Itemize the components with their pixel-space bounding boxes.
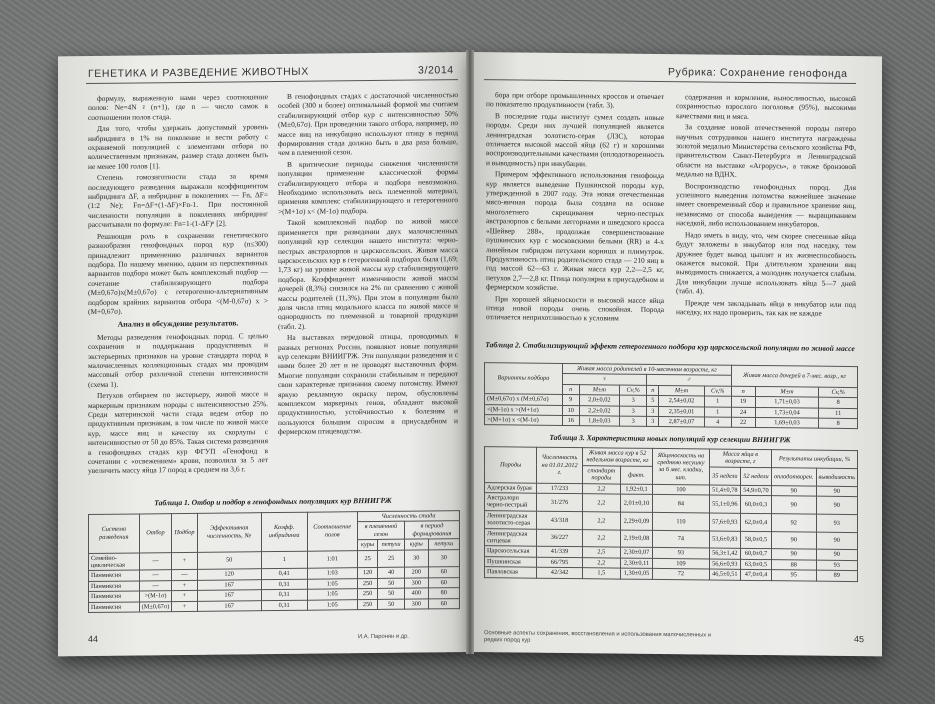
table-cell: 1:01 bbox=[307, 550, 357, 568]
table-cell: Ленинградская золотисто-серая bbox=[485, 510, 537, 528]
table-cell: 300 bbox=[404, 578, 428, 589]
table-cell: 2,5 bbox=[582, 547, 620, 558]
table-header: Живая масса дочерей в 7-мес. возр., кг bbox=[731, 365, 857, 387]
table-header: Эффективная численность, Ne bbox=[197, 513, 261, 552]
table-subheader: факт. bbox=[620, 466, 652, 484]
table-subheader: n bbox=[731, 386, 755, 397]
table-cell: 8 bbox=[819, 418, 858, 429]
table-cell: 90 bbox=[816, 486, 857, 497]
table-cell: 60,0±0,7 bbox=[740, 549, 771, 560]
table-header: Живая масса родителей в 10-месячном возрасте, кг bbox=[562, 363, 731, 375]
table-cell: 3 bbox=[647, 416, 659, 427]
table-cell: 2,19±0,08 bbox=[620, 530, 652, 548]
table-cell: 60 bbox=[428, 577, 459, 588]
table-cell: 2,30±0,11 bbox=[620, 558, 652, 569]
table-subheader: стандарт породы bbox=[582, 465, 620, 483]
table-cell: 3 bbox=[647, 406, 659, 417]
table-cell: 51,4±0,78 bbox=[709, 485, 740, 496]
paragraph: За создание новой отечественной породы пятеро научных сотрудников нашего института награждены золотой медалью Министерства сельского хозяйства РФ, правительством Санкт-Петербурга и Ленинградской области на выставке «Агрорусь», а также бронзовой медалью на ВДНХ. bbox=[676, 122, 856, 180]
table-cell: Ленинградская ситцевая bbox=[485, 528, 537, 546]
table-cell: 1,30±0,05 bbox=[620, 568, 652, 579]
table-cell: 10 bbox=[562, 405, 579, 416]
table-cell: 0,31 bbox=[261, 579, 307, 590]
table-header: Масса яйца в возрасте, г bbox=[709, 449, 771, 467]
paragraph: Для того, чтобы удержать допустимый уровень инбридинга в 1% на поколение и вести работу с охраняемой популяцией с элементами отбора по количественным признакам, размер стада должен быть не менее 100 голов [1]. bbox=[88, 122, 268, 171]
table-cell: 93 bbox=[653, 548, 710, 559]
table-cell: 19 bbox=[731, 396, 755, 407]
table-cell: 3 bbox=[620, 406, 647, 417]
page-number: 45 bbox=[853, 634, 864, 645]
table-cell: + bbox=[172, 601, 197, 612]
table-cell: 250 bbox=[357, 599, 377, 610]
table-subheader: выводимость bbox=[816, 468, 857, 486]
table-cell: 66/795 bbox=[537, 557, 583, 568]
table-cell: 60 bbox=[428, 598, 459, 609]
table-cell: 46,5±0,51 bbox=[709, 569, 740, 580]
table2-body bbox=[485, 394, 858, 429]
table-cell: 1:05 bbox=[307, 589, 357, 600]
table-cell: 11 bbox=[819, 408, 858, 419]
table-cell: 17/233 bbox=[537, 483, 583, 494]
left-column-2 bbox=[278, 90, 458, 439]
table-cell: 50 bbox=[378, 599, 405, 610]
right-column-1 bbox=[486, 90, 664, 326]
table-subheader: Cv,% bbox=[819, 387, 858, 398]
table-cell: 74 bbox=[653, 530, 710, 548]
table-cell: 1,73±0,04 bbox=[755, 407, 819, 418]
table1-body bbox=[89, 549, 460, 612]
left-page bbox=[58, 52, 470, 656]
paragraph: При хорошей яйценоскости и высокой массе яйца птица новой породы очень спокойная. Порода отличается неприхотливостью к условиям bbox=[486, 293, 664, 323]
table-cell: 167 bbox=[197, 580, 261, 591]
paragraph: Решающая роль в сохранении генетического разнообразия генофондных пород кур (n≤300) принадлежит применению различных вариантов подбора. По нашему мнению, одним из перспективных вариантов подбора может быть комплексный подбор — сочетание стабилизирующего подбора (M±0,67σ)x(M±0,67σ) с гетерогенно-альтернативным подбором крайних вариантов отбора <(M-0,67σ) x > (M+0,67σ). bbox=[88, 229, 268, 316]
paragraph: Примером эффективного использования генофонда кур является выведение Пушкинской породы кур, утвержденной в 2007 году. Эта новая отечественная мясо-яичная порода была создана на основе многолетнего скрещивания черно-пестрых австралорпов с белыми леггорнами и шведского кросса «Шейвер 288», продолжая совершенствование пушкинских кур с московскими белыми (RR) и 4-х линейным гибридом петухами корнишх и плимутрок. Продуктивность птиц родительского стада — 210 яиц в год массой 62—63 г. Живая масса кур 2,2—2,5 кг, петухов 2,7—2,8 кг. Птица популярна в приусадебном и фермерском хозяйстве. bbox=[486, 169, 664, 293]
paragraph: Петухов отбираем по экстерьеру, живой массе и маркерным признакам породы с интенсивностью 25%. Среди материнской части стада ведем отбор по продуктивным признакам, в том числе по живой массе кур, массе яиц и качеству их скорлупы с интенсивностью от 50 до 85%. Такая система разведения в генофондных стадах кур ФГУП «Генофонд в сочетании с «освежением» крови, позволила за 5 лет увеличить массу яйца 17 пород в среднем на 3,6 г. bbox=[88, 389, 268, 476]
table-cell: 0,31 bbox=[261, 600, 307, 611]
paragraph: содержания и кормления, выносливостью, высокой сохранностью взрослого поголовья (95%), высокими качествами яиц и мяса. bbox=[676, 92, 856, 121]
table-cell: 1 bbox=[704, 396, 731, 407]
table-cell: 2,2 bbox=[582, 483, 620, 494]
table-cell: 30 bbox=[428, 549, 459, 567]
table-cell: 95 bbox=[772, 570, 817, 581]
paragraph: Такой комплексный подбор по живой массе применяется при разведении двух малочисленных популяций кур селекции нашего института: черно-пестрых австралорпов и царскосельских. Живая масса царскосельских кур в гетерогенной подборах была (1,69; 1,73 кг) на уровне живой массы кур стабилизирующего подбора. Коэффициент изменчивости живой массы дочерей (8,3%) снизился на 2% по сравнению с живой массы родителей (11,3%). При этом в популяции было доля числа птиц модального класса по живой массе и однородность по племенной и товарной продукции (табл. 2). bbox=[278, 216, 458, 331]
issue-number: 3/2014 bbox=[418, 64, 454, 77]
table-cell: 4 bbox=[704, 417, 731, 428]
table-cell: 2,01±0,10 bbox=[620, 494, 652, 512]
header-rule bbox=[484, 79, 856, 84]
table-cell: 250 bbox=[357, 578, 377, 589]
table-cell: 3 bbox=[620, 416, 647, 427]
table-cell: 22 bbox=[731, 417, 755, 428]
table-header: Соотношение полов bbox=[307, 512, 357, 551]
table-cell: 43/318 bbox=[537, 511, 583, 529]
table-cell: 120 bbox=[197, 569, 261, 580]
table-cell: 0,31 bbox=[261, 589, 307, 600]
table-cell: Австралорп черно-пестрый bbox=[485, 493, 537, 511]
table-header: Численность на 01.01.2012 г. bbox=[537, 447, 583, 483]
table-header: Живая масса кур в 52 недельном возрасте, кг bbox=[582, 448, 652, 467]
table-cell: 58,0±0,5 bbox=[740, 531, 771, 549]
table-cell: 2,2±0,02 bbox=[579, 405, 620, 416]
table-cell: 16 bbox=[562, 415, 579, 426]
table-cell: 300 bbox=[404, 599, 428, 610]
table-cell: 3 bbox=[620, 395, 647, 406]
table-cell: 5 bbox=[647, 396, 659, 407]
table-cell: 2,2 bbox=[582, 529, 620, 547]
table-subheader: Cv,% bbox=[704, 386, 731, 397]
table-subheader: петухи bbox=[428, 539, 459, 550]
table-cell: 90 bbox=[772, 531, 817, 549]
table-cell: — bbox=[139, 570, 172, 581]
table-subheader: оплодотворен. bbox=[772, 467, 817, 485]
table-subheader: в племенной сезон bbox=[357, 522, 404, 540]
table-cell: 50 bbox=[378, 588, 405, 599]
table3-caption: Таблица 3. Характеристика новых популяций кур селекции ВНИИГРЖ bbox=[549, 432, 791, 445]
table3-body bbox=[485, 482, 858, 581]
right-running-header: Рубрика: Сохранение генофонда bbox=[668, 66, 848, 80]
paragraph: В последние годы институт сумел создать новые породы. Среди них лучшей популяцией является ленинградская золотисто-серая (ЛЗС), которая отличается высокой массой яйца (62 г) и хорошими воспроизводительными качествами (оплодотворенность и выводимость) при инкубации. bbox=[486, 111, 664, 169]
table-cell: 90 bbox=[816, 550, 857, 561]
paragraph: Воспроизводство генофондных пород. Для успешного выведения потомства важнейшее значение имеет своевременный сбор и правильное хранение яиц, независимо от способа выведения — выращиванием наседкой, либо использованием инкубаторов. bbox=[676, 180, 856, 229]
table-cell: — bbox=[139, 580, 172, 591]
table-subheader: в период формирования bbox=[404, 521, 459, 539]
paragraph: формулу, выраженную нами через соотношение полов: Ne=4N♀(n+1), где n — число самок в соотношении полов стада. bbox=[88, 92, 268, 122]
table-cell: 56,6±0,93 bbox=[709, 559, 740, 570]
left-column-1 bbox=[88, 92, 268, 478]
sex-female: ♀ bbox=[562, 374, 646, 385]
table-header: Результаты инкубации, % bbox=[772, 450, 858, 469]
table-subheader: M±m bbox=[579, 384, 620, 395]
table-cell: 1 bbox=[261, 551, 307, 569]
paragraph: В критические периоды снижения численности популяции применение классической формы стабилизирующего отбора и подбора невозможно. Необходимо использовать весь племенной материал, применяя комплекс стабилизирующего и гетерогенного >(M+1σ) x< (M-1σ) подбора. bbox=[278, 157, 458, 216]
paragraph: Надо иметь в виду, что, чем скорее снесенные яйца будут заложены в инкубатор или под наседку, тем дружнее будет вывод цыплят и их жизнеспособность окажется высокой. При длительном хранении яиц выводимость снижается, а молодняк получается слабым. Для инкубации лучше использовать яйца 5—7 дней (табл. 4). bbox=[676, 229, 856, 296]
table-header: Коэфф. инбридинга bbox=[261, 512, 307, 551]
table-cell: Царскосельская bbox=[485, 546, 537, 557]
table-subheader: петухи bbox=[378, 539, 405, 550]
table-cell: 250 bbox=[357, 589, 377, 600]
table-cell: 24 bbox=[731, 407, 755, 418]
table-cell: 1,8±0,03 bbox=[579, 416, 620, 427]
table-cell: 90 bbox=[772, 485, 817, 496]
table-cell: 400 bbox=[404, 588, 428, 599]
table-cell: 57,6±0,93 bbox=[709, 513, 740, 531]
table-cell: 40 bbox=[378, 568, 405, 579]
table-cell: 2,35±0,01 bbox=[659, 406, 704, 417]
table-cell: 30 bbox=[404, 550, 428, 568]
table-cell: 2,2 bbox=[582, 558, 620, 569]
table-cell: — bbox=[139, 552, 172, 570]
table-cell: 2,0±0,02 bbox=[579, 395, 620, 406]
paragraph: В генофондных стадах с достаточной численностью особей (300 и более) оптимальный формой мы считаем стабилизирующий отбор кур с интенсивностью 50% (M±0,67σ). При проведении такого отбора, например, по массе яиц на инкубацию используют птицу в период формирования стада должно быть в два раза больше, чем в племенной сезон. bbox=[278, 90, 458, 158]
table-subheader: куры bbox=[404, 539, 428, 550]
table-cell: 36/227 bbox=[537, 529, 583, 547]
table-cell: 2,54±0,02 bbox=[659, 396, 704, 407]
table-cell: 60 bbox=[428, 567, 459, 578]
table-header: Яйценоскость на среднюю несушку за 6 мес. кладки, шт. bbox=[653, 448, 710, 484]
table-cell: 89 bbox=[816, 570, 857, 581]
table-cell: 109 bbox=[653, 558, 710, 569]
table-cell: 1:05 bbox=[307, 579, 357, 590]
table-cell: 25 bbox=[357, 550, 377, 568]
section-heading: Анализ и обсуждение результатов. bbox=[117, 318, 239, 330]
paragraph: Прежде чем закладывать яйца в инкубатор или под наседку, их надо проверить, так как не каждое bbox=[676, 297, 856, 318]
right-column-2 bbox=[676, 92, 856, 320]
table-subheader: 35 недели bbox=[709, 467, 740, 485]
table-cell: 100 bbox=[653, 484, 710, 495]
table-header: Породы bbox=[485, 447, 537, 483]
table-cell: 50 bbox=[378, 578, 405, 589]
table-cell: <(M-1σ) x >(M+1σ) bbox=[485, 404, 563, 415]
table-cell: 1,71±0,03 bbox=[755, 397, 819, 408]
table-cell: 2,2 bbox=[582, 512, 620, 530]
table-cell: 90 bbox=[816, 496, 857, 514]
table-cell: + bbox=[172, 580, 197, 591]
table-cell: (M±0,67σ) bbox=[139, 601, 172, 612]
table-header: Подбор bbox=[172, 513, 197, 552]
table-cell: + bbox=[172, 591, 197, 602]
table-cell: Панмиксия bbox=[89, 570, 140, 581]
table-cell: >(M-1σ) bbox=[139, 591, 172, 602]
table-subheader: n bbox=[647, 385, 659, 396]
page-number: 44 bbox=[88, 633, 99, 645]
table-cell: 72 bbox=[653, 569, 710, 580]
table-cell: >(M+1σ) x <(M-1σ) bbox=[485, 415, 563, 426]
table-cell: 31/276 bbox=[537, 493, 583, 511]
table-cell: 93 bbox=[816, 560, 857, 571]
table-cell: 92 bbox=[772, 514, 817, 532]
table-cell: 2,2 bbox=[582, 494, 620, 512]
table-cell: Панмиксия bbox=[89, 591, 140, 602]
table-header: Отбор bbox=[139, 514, 172, 553]
table-cell: 25 bbox=[378, 550, 405, 568]
table-cell: 1,69±0,03 bbox=[755, 418, 819, 429]
table-cell: Панмиксия bbox=[89, 581, 140, 592]
paragraph: На выставках передовой птицы, проводимых в разных регионах России, появляют новые популяции кур селекции ВНИИГРЖ. Эти популяции разведения и с ними более 20 лет и не проводят выставочных форм. Многие популяции сохранили стабильным и передают свои характерные признания своему потомству. Имеют яркую рекламную окраску пером, обусловлены комплексом маркерных генов, обладают высокой продуктивностью, устойчивостью к болезням и пользуются большим спросом в приусадебном и фермерском птицеводстве. bbox=[278, 331, 458, 437]
table-cell: 120 bbox=[357, 568, 377, 579]
table-cell: — bbox=[172, 570, 197, 581]
table-cell: 0,41 bbox=[261, 569, 307, 580]
table-subheader: M±m bbox=[755, 386, 819, 397]
sex-male: ♂ bbox=[647, 375, 732, 386]
table-cell: 167 bbox=[197, 590, 261, 601]
table-cell: 1:03 bbox=[307, 568, 357, 579]
table-cell: 93 bbox=[816, 514, 857, 532]
table-subheader: M±m bbox=[659, 385, 704, 396]
table-cell: 53,6±0,83 bbox=[709, 531, 740, 549]
table-cell: 110 bbox=[653, 512, 710, 530]
table-cell: 9 bbox=[562, 395, 579, 406]
header-rule bbox=[86, 79, 458, 84]
table-cell: 90 bbox=[772, 549, 817, 560]
paragraph: Степень гомозиготности стада за время последующего разведения выражали коэффициентом инбридинга ΔF, а инбридинг в поколениях — Fn, ΔF=(1:2 Ne); Fn=ΔF+(1-ΔF)×Fn-1. При постоянной численности популяции в поколениях инбридинг рассчитывали по формуле: Fn=1-(1-ΔF)ⁿ [2]. bbox=[88, 171, 268, 230]
table-header: Система разведения bbox=[89, 514, 140, 553]
table-cell: 56,3±1,42 bbox=[709, 548, 740, 559]
table-cell: 90 bbox=[816, 532, 857, 550]
table-header: Варианты подбора bbox=[485, 363, 563, 395]
table-subheader: куры bbox=[357, 540, 377, 551]
table-cell: 62,0±0,4 bbox=[740, 513, 771, 531]
table1-caption: Таблица 1. Отбор и подбор в генофондных популяциях кур ВНИИГРЖ bbox=[154, 495, 392, 508]
table-cell: 8 bbox=[819, 397, 858, 408]
table-cell: 54,9±0,70 bbox=[740, 485, 771, 496]
table-cell: 2,29±0,09 bbox=[620, 512, 652, 530]
table-cell: 60,0±0,3 bbox=[740, 495, 771, 513]
left-running-header: ГЕНЕТИКА И РАЗВЕДЕНИЕ ЖИВОТНЫХ bbox=[88, 65, 309, 81]
table-cell: 42/342 bbox=[537, 567, 583, 578]
table-cell: (M±0,67σ) x (M±0,67σ) bbox=[485, 394, 563, 405]
table-cell: 2,87±0,07 bbox=[659, 417, 704, 428]
table-cell: 50 bbox=[197, 551, 261, 569]
table-cell: 63,0±0,5 bbox=[740, 559, 771, 570]
paragraph: Методы разведения генофондных пород. С целью сохранения и поддержания продуктивных и экстерьерных признаков на уровне стандарта пород в малочисленных коллекционных стадах мы проводим массовый отбор различной степени интенсивности (схема 1). bbox=[88, 330, 268, 389]
table-cell: Адлерская бурая bbox=[485, 482, 537, 493]
footnote: Основные аспекты сохранения, восстановления и использования малочисленных и редких пород кур bbox=[484, 630, 712, 644]
table-subheader: 52 недели bbox=[740, 467, 771, 485]
table-cell: 80 bbox=[428, 588, 459, 599]
table3 bbox=[484, 446, 858, 582]
table2 bbox=[484, 362, 858, 429]
table-cell: 1,5 bbox=[582, 568, 620, 579]
table-cell: 1:05 bbox=[307, 599, 357, 610]
table-cell: 167 bbox=[197, 600, 261, 611]
table-cell: 47,0±0,4 bbox=[740, 570, 771, 581]
table-cell: 1 bbox=[704, 407, 731, 418]
table2-caption: Таблица 2. Стабилизирующий эффект гетерогенного подбора кур царскосельской популяции по живой массе bbox=[485, 340, 855, 354]
table-cell: 1,92±0,1 bbox=[620, 484, 652, 495]
table-cell: 2,30±0,07 bbox=[620, 548, 652, 559]
table-subheader: n bbox=[562, 384, 579, 395]
footer-author: И.А. Паронян и др. bbox=[358, 633, 409, 641]
right-page bbox=[470, 52, 882, 656]
table-cell: 41/339 bbox=[537, 547, 583, 558]
table-cell: + bbox=[172, 552, 197, 570]
table1 bbox=[88, 510, 460, 613]
table-cell: Семейно-циклическая bbox=[89, 553, 140, 571]
paragraph: бора при отборе промышленных кроссов и отвечает по показателю продуктивности (табл. 3). bbox=[486, 90, 664, 110]
magazine-spine bbox=[466, 50, 474, 654]
table-cell: 55,1±0,96 bbox=[709, 495, 740, 513]
table-cell: 200 bbox=[404, 567, 428, 578]
table-cell: Павловская bbox=[485, 567, 537, 578]
table-subheader: Cv,% bbox=[620, 385, 647, 396]
table-cell: Панмиксия bbox=[89, 602, 140, 613]
table-cell: 84 bbox=[653, 494, 710, 512]
table-cell: 88 bbox=[772, 560, 817, 571]
table-cell: Пушкинская bbox=[485, 557, 537, 568]
table-cell: 90 bbox=[772, 496, 817, 514]
table-header: Численность стада bbox=[357, 511, 459, 522]
